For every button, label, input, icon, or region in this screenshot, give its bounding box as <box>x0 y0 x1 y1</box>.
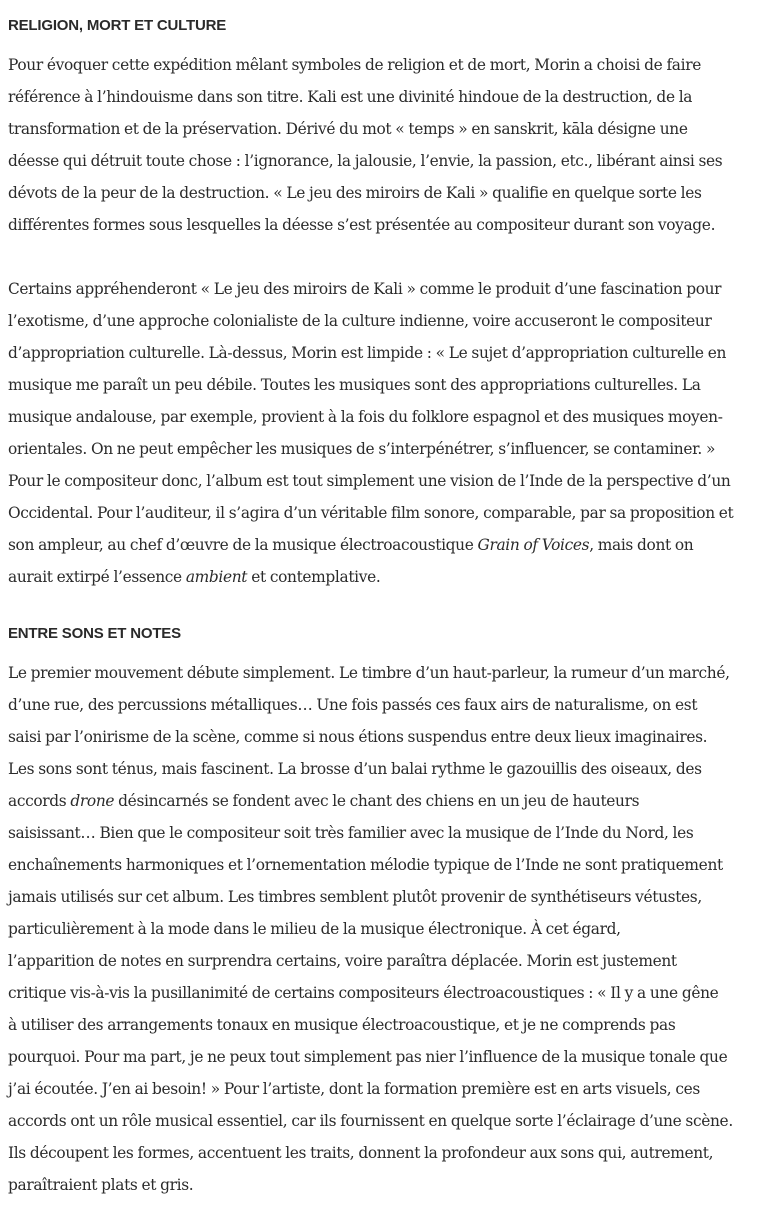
text-line: l’exotisme, d’une approche colonialiste de la culture indienne, voire accuseront le compositeur <box>8 312 712 330</box>
text-line: d’une rue, des percussions métalliques… Une fois passés ces faux airs de naturalisme, on est <box>8 696 698 714</box>
text-line: différentes formes sous lesquelles la déesse s’est présentée au compositeur durant son voyage. <box>8 216 716 234</box>
text-line <box>8 529 733 561</box>
text-line: Certains appréhenderont « Le jeu des miroirs de Kali » comme le produit d’une fascination pour <box>8 280 722 298</box>
section-heading-sons-notes: ENTRE SONS ET NOTES <box>8 625 181 642</box>
text-line: à utiliser des arrangements tonaux en musique électroacoustique, et je ne comprends pas <box>8 1016 676 1034</box>
text-line: critique vis-à-vis la pusillanimité de certains compositeurs électroacoustiques : « Il y a une gêne <box>8 984 719 1002</box>
text-fragment: son ampleur, au chef d’œuvre de la musique électroacoustique <box>8 536 478 554</box>
text-line: saisi par l’onirisme de la scène, comme si nous étions suspendus entre deux lieux imaginaires. <box>8 728 708 746</box>
text-line: particulièrement à la mode dans le milieu de la musique électronique. À cet égard, <box>8 920 621 938</box>
text-line <box>8 561 733 593</box>
work-title-grain-of-voices: Grain of Voices <box>477 536 590 554</box>
text-line: l’apparition de notes en surprendra certains, voire paraîtra déplacée. Morin est justement <box>8 952 677 970</box>
text-line: saisissant… Bien que le compositeur soit très familier avec la musique de l’Inde du Nord, les <box>8 824 694 842</box>
text-fragment: aurait extirpé l’essence <box>8 568 186 586</box>
text-fragment: et contemplative. <box>247 568 381 586</box>
text-fragment: désincarnés se fondent avec le chant des chiens en un jeu de hauteurs <box>114 792 640 810</box>
emphasis-drone: drone <box>70 792 115 810</box>
text-line: enchaînements harmoniques et l’ornementation mélodie typique de l’Inde ne sont pratiquement <box>8 856 723 874</box>
text-line: Occidental. Pour l’auditeur, il s’agira d’un véritable film sonore, comparable, par sa proposition et <box>8 504 734 522</box>
text-line: Le premier mouvement débute simplement. Le timbre d’un haut-parleur, la rumeur d’un marché, <box>8 664 730 682</box>
text-line: d’appropriation culturelle. Là-dessus, Morin est limpide : « Le sujet d’appropriation culturelle en <box>8 344 727 362</box>
text-line: orientales. On ne peut empêcher les musiques de s’interpénétrer, s’influencer, se contaminer. » <box>8 440 716 458</box>
text-line: Pour évoquer cette expédition mêlant symboles de religion et de mort, Morin a choisi de faire <box>8 56 701 74</box>
text-fragment: , mais dont on <box>589 536 694 554</box>
text-line: musique andalouse, par exemple, provient à la fois du folklore espagnol et des musiques moyen- <box>8 408 723 426</box>
paragraph-premier-mouvement <box>8 657 733 1201</box>
text-line: accords ont un rôle musical essentiel, car ils fournissent en quelque sorte l’éclairage d’une scène. <box>8 1112 733 1130</box>
text-line: musique me paraît un peu débile. Toutes les musiques sont des appropriations culturelles. La <box>8 376 701 394</box>
paragraph-cultural-appropriation <box>8 273 733 593</box>
text-line: référence à l’hindouisme dans son titre. Kali est une divinité hindoue de la destruction, de la <box>8 88 693 106</box>
text-line: Ils découpent les formes, accentuent les traits, donnent la profondeur aux sons qui, autrement, <box>8 1144 714 1162</box>
section-heading-religion: RELIGION, MORT ET CULTURE <box>8 17 227 34</box>
text-line: pourquoi. Pour ma part, je ne peux tout simplement pas nier l’influence de la musique tonale que <box>8 1048 728 1066</box>
text-line: j’ai écoutée. J’en ai besoin! » Pour l’artiste, dont la formation première est en arts visuels, ces <box>8 1080 700 1098</box>
text-line: Pour le compositeur donc, l’album est tout simplement une vision de l’Inde de la perspective d’un <box>8 472 731 490</box>
text-line: Les sons sont ténus, mais fascinent. La brosse d’un balai rythme le gazouillis des oiseaux, des <box>8 760 702 778</box>
text-line: paraîtraient plats et gris. <box>8 1176 194 1194</box>
emphasis-ambient: ambient <box>185 568 248 586</box>
text-line: transformation et de la préservation. Dérivé du mot « temps » en sanskrit, kāla désigne une <box>8 120 688 138</box>
text-line <box>8 785 733 817</box>
text-line: déesse qui détruit toute chose : l’ignorance, la jalousie, l’envie, la passion, etc., libérant ainsi ses <box>8 152 723 170</box>
text-line: jamais utilisés sur cet album. Les timbres semblent plutôt provenir de synthétiseurs vétustes, <box>8 888 702 906</box>
paragraph-kali-intro <box>8 49 722 241</box>
text-fragment: accords <box>8 792 71 810</box>
text-line: dévots de la peur de la destruction. « Le jeu des miroirs de Kali » qualifie en quelque sorte les <box>8 184 702 202</box>
